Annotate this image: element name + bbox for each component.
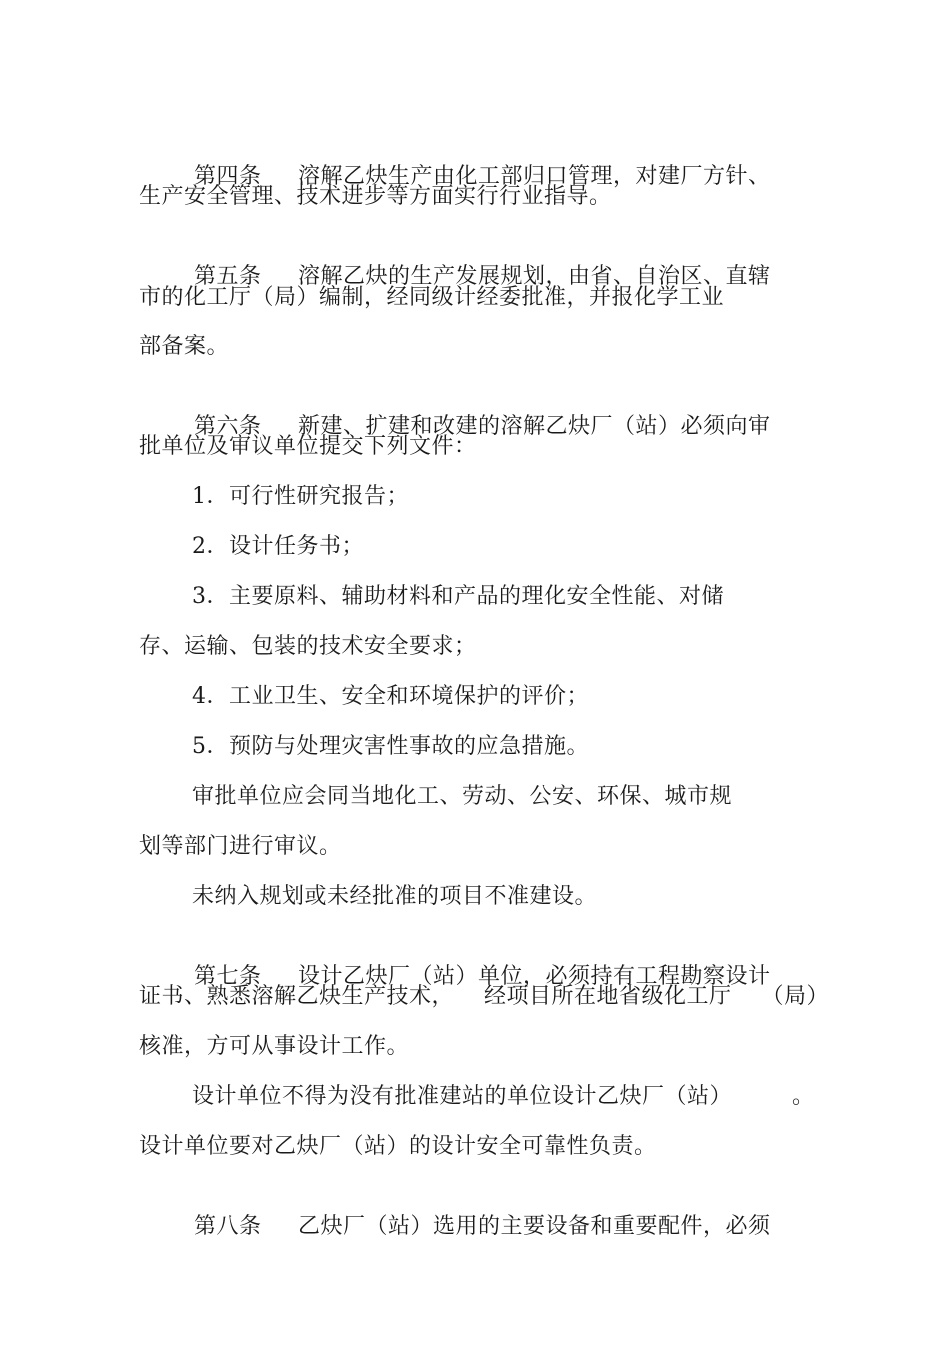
list-item-3-line-2: 存、运输、包装的技术安全要求； xyxy=(139,634,477,659)
article-8-line-1 xyxy=(164,1182,771,1272)
article-4-line-2: 生产安全管理、技术进步等方面实行行业指导。 xyxy=(139,184,612,209)
list-item-5: 5．预防与处理灾害性事故的应急措施。 xyxy=(192,734,589,759)
list-item-4: 4．工业卫生、安全和环境保护的评价； xyxy=(192,684,589,709)
article-text: 新建、扩建和改建的溶解乙炔厂（站）必须向审 xyxy=(297,414,771,439)
article-number: 第四条 xyxy=(193,164,262,189)
paragraph-design-line-2: 设计单位要对乙炔厂（站）的设计安全可靠性负责。 xyxy=(139,1134,657,1159)
article-text: 设计乙炔厂（站）单位，必须持有工程勘察设计 xyxy=(297,964,771,989)
paragraph-review-line-1: 审批单位应会同当地化工、劳动、公安、环保、城市规 xyxy=(192,784,733,809)
paragraph-prohibit: 未纳入规划或未经批准的项目不准建设。 xyxy=(192,884,598,909)
article-number: 第六条 xyxy=(193,414,262,439)
article-6-line-2: 批单位及审议单位提交下列文件： xyxy=(139,434,477,459)
list-item-3-line-1: 3．主要原料、辅助材料和产品的理化安全性能、对储 xyxy=(192,584,724,609)
article-number: 第七条 xyxy=(193,964,262,989)
article-5-line-2: 市的化工厅（局）编制，经同级计经委批准，并报化学工业 xyxy=(139,285,725,310)
article-number: 第八条 xyxy=(193,1214,262,1239)
list-item-1: 1．可行性研究报告； xyxy=(192,484,409,509)
list-item-2: 2．设计任务书； xyxy=(192,534,364,559)
article-text: 溶解乙炔生产由化工部归口管理，对建厂方针、 xyxy=(297,164,771,189)
paragraph-review-line-2: 划等部门进行审议。 xyxy=(139,834,342,859)
paragraph-design-line-1: 设计单位不得为没有批准建站的单位设计乙炔厂（站） 。 xyxy=(192,1084,815,1109)
article-7-line-2: 证书、熟悉溶解乙炔生产技术， 经项目所在地省级化工厅 （局） xyxy=(139,984,829,1009)
article-5-line-3: 部备案。 xyxy=(139,334,230,359)
article-number: 第五条 xyxy=(193,264,262,289)
article-7-line-3: 核准，方可从事设计工作。 xyxy=(139,1034,410,1059)
article-text: 溶解乙炔的生产发展规划，由省、自治区、直辖 xyxy=(297,264,771,289)
article-text: 乙炔厂（站）选用的主要设备和重要配件，必须 xyxy=(297,1214,771,1239)
